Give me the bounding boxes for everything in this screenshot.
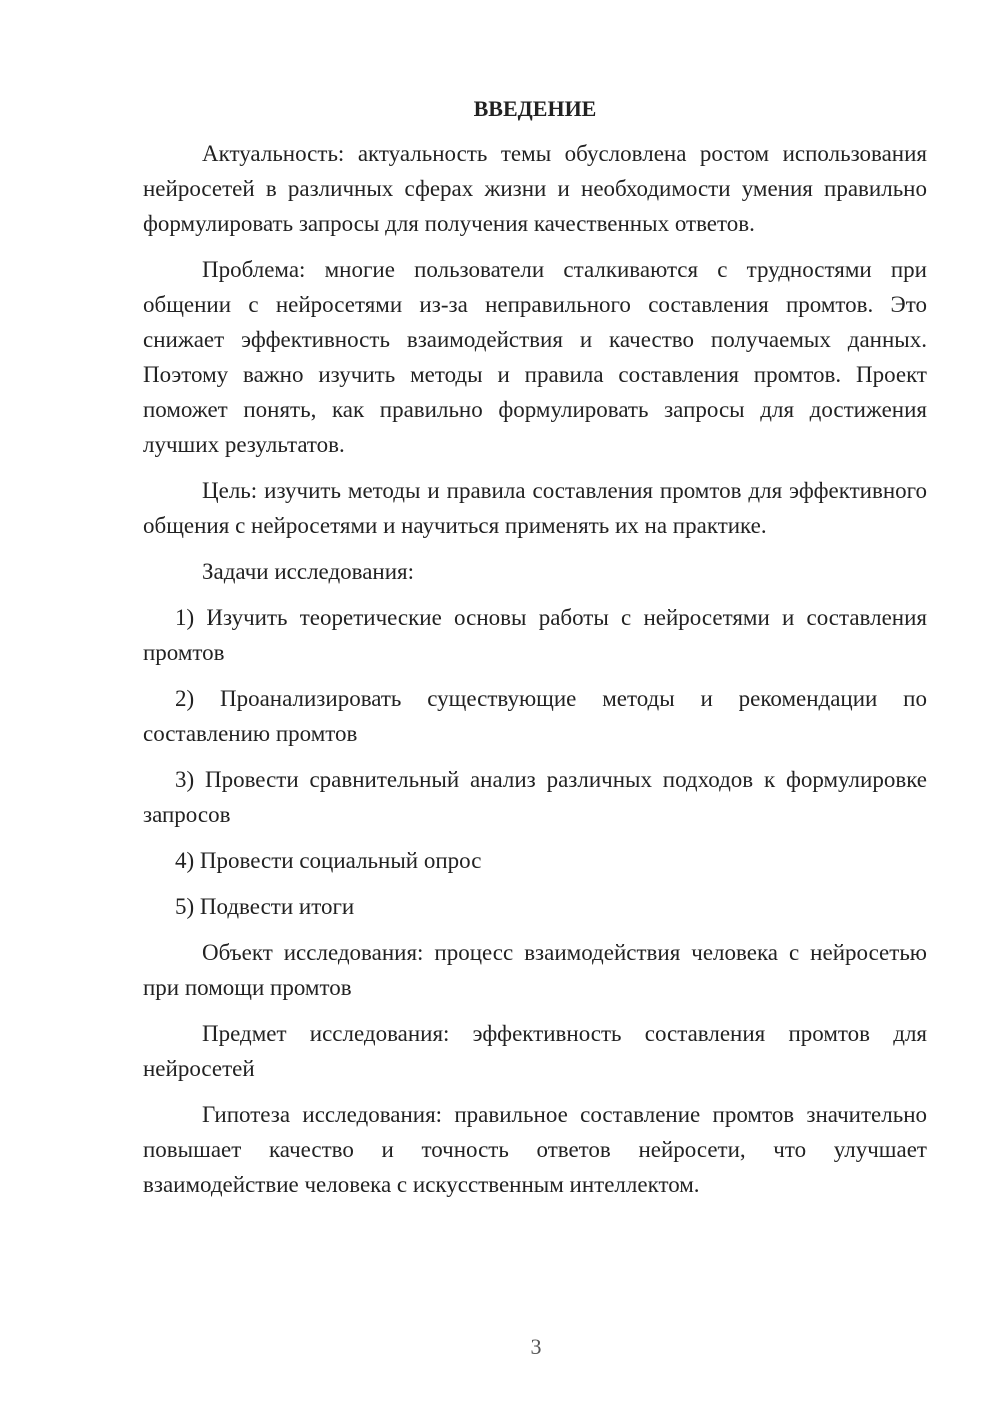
- section-title: ВВЕДЕНИЕ: [473, 96, 597, 121]
- hypothesis-paragraph: Гипотеза исследования: правильное составление промтов значительно повышает качество и точность ответов нейросети, что улучшает взаимодействие человека с искусственным интеллектом.: [143, 1102, 927, 1197]
- goal-paragraph: Цель: изучить методы и правила составления промтов для эффективного общения с нейросетями и научиться применять их на практике.: [143, 478, 927, 538]
- page-content: [143, 92, 927, 1213]
- task-item-1: 1) Изучить теоретические основы работы с нейросетями и составления промтов: [143, 605, 927, 665]
- page-number: 3: [530, 1334, 542, 1359]
- relevance-paragraph: Актуальность: актуальность темы обусловлена ростом использования нейросетей в различных сферах жизни и необходимости умения правильно формулировать запросы для получения качественных ответов.: [143, 141, 927, 236]
- task-item-5: 5) Подвести итоги: [175, 894, 355, 919]
- task-item-3: 3) Провести сравнительный анализ различных подходов к формулировке запросов: [143, 767, 927, 827]
- task-item-4: 4) Провести социальный опрос: [175, 848, 482, 873]
- object-paragraph: Объект исследования: процесс взаимодействия человека с нейросетью при помощи промтов: [143, 940, 927, 1000]
- tasks-heading: Задачи исследования:: [202, 559, 415, 584]
- problem-paragraph: Проблема: многие пользователи сталкиваются с трудностями при общении с нейросетями из-за неправильного составления промтов. Это снижает эффективность взаимодействия и качество получаемых данных. Поэтому важно изучить методы и правила составления промтов. Проект поможет понять, как правильно формулировать запросы для достижения лучших результатов.: [143, 257, 927, 457]
- subject-paragraph: Предмет исследования: эффективность составления промтов для нейросетей: [143, 1021, 927, 1081]
- task-item-2: 2) Проанализировать существующие методы и рекомендации по составлению промтов: [143, 686, 927, 746]
